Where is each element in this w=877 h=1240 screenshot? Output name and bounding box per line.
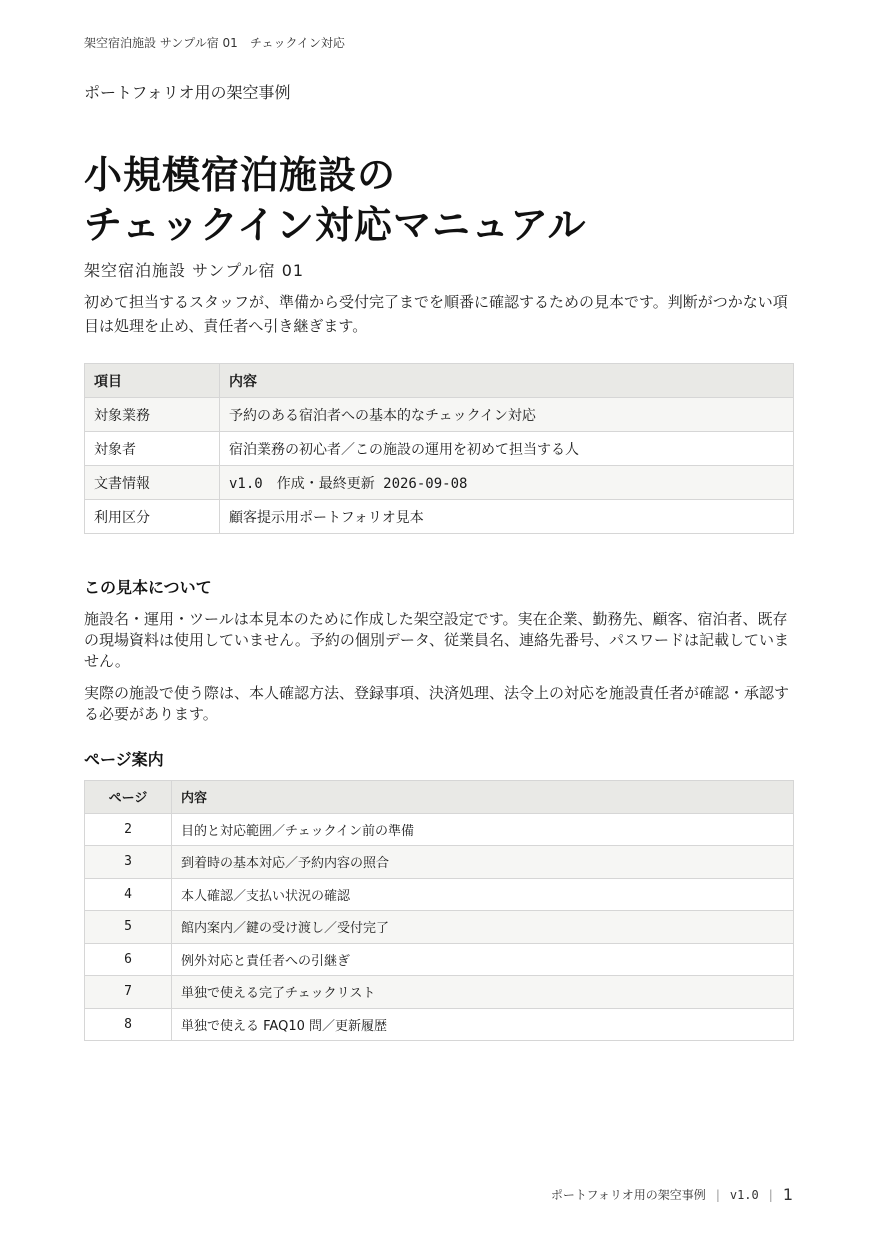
info-value: 予約のある宿泊者への基本的なチェックイン対応 bbox=[220, 398, 794, 432]
table-row bbox=[85, 1008, 794, 1041]
table-row bbox=[85, 813, 794, 846]
table-header-row bbox=[85, 364, 794, 398]
title-line-1: 小規模宿泊施設の bbox=[84, 153, 397, 197]
page-guide-heading: ページ案内 bbox=[84, 750, 164, 769]
page-content-cell: 到着時の基本対応／予約内容の照合 bbox=[172, 846, 794, 879]
facility-subtitle: 架空宿泊施設 サンプル宿 01 bbox=[84, 261, 305, 280]
page-number-cell: 3 bbox=[85, 846, 172, 879]
info-key: 利用区分 bbox=[85, 500, 220, 534]
page-number-cell: 6 bbox=[85, 943, 172, 976]
page-number-cell: 8 bbox=[85, 1008, 172, 1041]
intro-paragraph: 初めて担当するスタッフが、準備から受付完了までを順番に確認するための見本です。判断がつかない項目は処理を止め、責任者へ引き継ぎます。 bbox=[84, 293, 788, 335]
footer-version: v1.0 bbox=[729, 1187, 759, 1202]
page-number-cell: 4 bbox=[85, 878, 172, 911]
footer-label: ポートフォリオ用の架空事例 bbox=[550, 1188, 706, 1202]
page-content-cell: 単独で使える FAQ10 問／更新履歴 bbox=[172, 1008, 794, 1041]
info-key: 文書情報 bbox=[85, 466, 220, 500]
column-header: ページ bbox=[85, 781, 172, 814]
footer-separator: | bbox=[715, 1187, 720, 1202]
page-number-cell: 2 bbox=[85, 813, 172, 846]
table-row bbox=[85, 432, 794, 466]
kicker-text: ポートフォリオ用の架空事例 bbox=[84, 83, 291, 102]
table-row bbox=[85, 846, 794, 879]
page-footer bbox=[551, 1185, 793, 1204]
info-value: 顧客提示用ポートフォリオ見本 bbox=[220, 500, 794, 534]
page-content-cell: 本人確認／支払い状況の確認 bbox=[172, 878, 794, 911]
title-line-2: チェックイン対応マニュアル bbox=[84, 203, 587, 247]
table-header-row bbox=[85, 781, 794, 814]
info-key: 対象業務 bbox=[85, 398, 220, 432]
info-key: 対象者 bbox=[85, 432, 220, 466]
table-row bbox=[85, 466, 794, 500]
footer-page-number: 1 bbox=[782, 1185, 793, 1204]
info-value: v1.0 作成・最終更新 2026-09-08 bbox=[220, 466, 794, 500]
page-content-cell: 単独で使える完了チェックリスト bbox=[172, 976, 794, 1009]
about-paragraph-2: 実際の施設で使う際は、本人確認方法、登録事項、決済処理、法令上の対応を施設責任者が確認・承認する必要があります。 bbox=[84, 684, 790, 723]
column-header: 内容 bbox=[220, 364, 794, 398]
page-number-cell: 5 bbox=[85, 911, 172, 944]
table-row bbox=[85, 976, 794, 1009]
page-number-cell: 7 bbox=[85, 976, 172, 1009]
page-guide-table bbox=[84, 780, 794, 1041]
page-content-cell: 例外対応と責任者への引継ぎ bbox=[172, 943, 794, 976]
table-row bbox=[85, 398, 794, 432]
about-paragraph-1: 施設名・運用・ツールは本見本のために作成した架空設定です。実在企業、勤務先、顧客、宿泊者、既存の現場資料は使用していません。予約の個別データ、従業員名、連絡先番号、パスワードは記載していません。 bbox=[84, 610, 790, 670]
table-row bbox=[85, 878, 794, 911]
page-content-cell: 館内案内／鍵の受け渡し／受付完了 bbox=[172, 911, 794, 944]
document-info-table bbox=[84, 363, 794, 534]
page-content-cell: 目的と対応範囲／チェックイン前の準備 bbox=[172, 813, 794, 846]
column-header: 内容 bbox=[172, 781, 794, 814]
column-header: 項目 bbox=[85, 364, 220, 398]
about-heading: この見本について bbox=[84, 578, 212, 597]
document-title bbox=[84, 150, 586, 250]
running-header: 架空宿泊施設 サンプル宿 01 チェックイン対応 bbox=[84, 36, 345, 50]
footer-separator: | bbox=[768, 1187, 773, 1202]
info-value: 宿泊業務の初心者／この施設の運用を初めて担当する人 bbox=[220, 432, 794, 466]
table-row bbox=[85, 911, 794, 944]
table-row bbox=[85, 943, 794, 976]
table-row bbox=[85, 500, 794, 534]
